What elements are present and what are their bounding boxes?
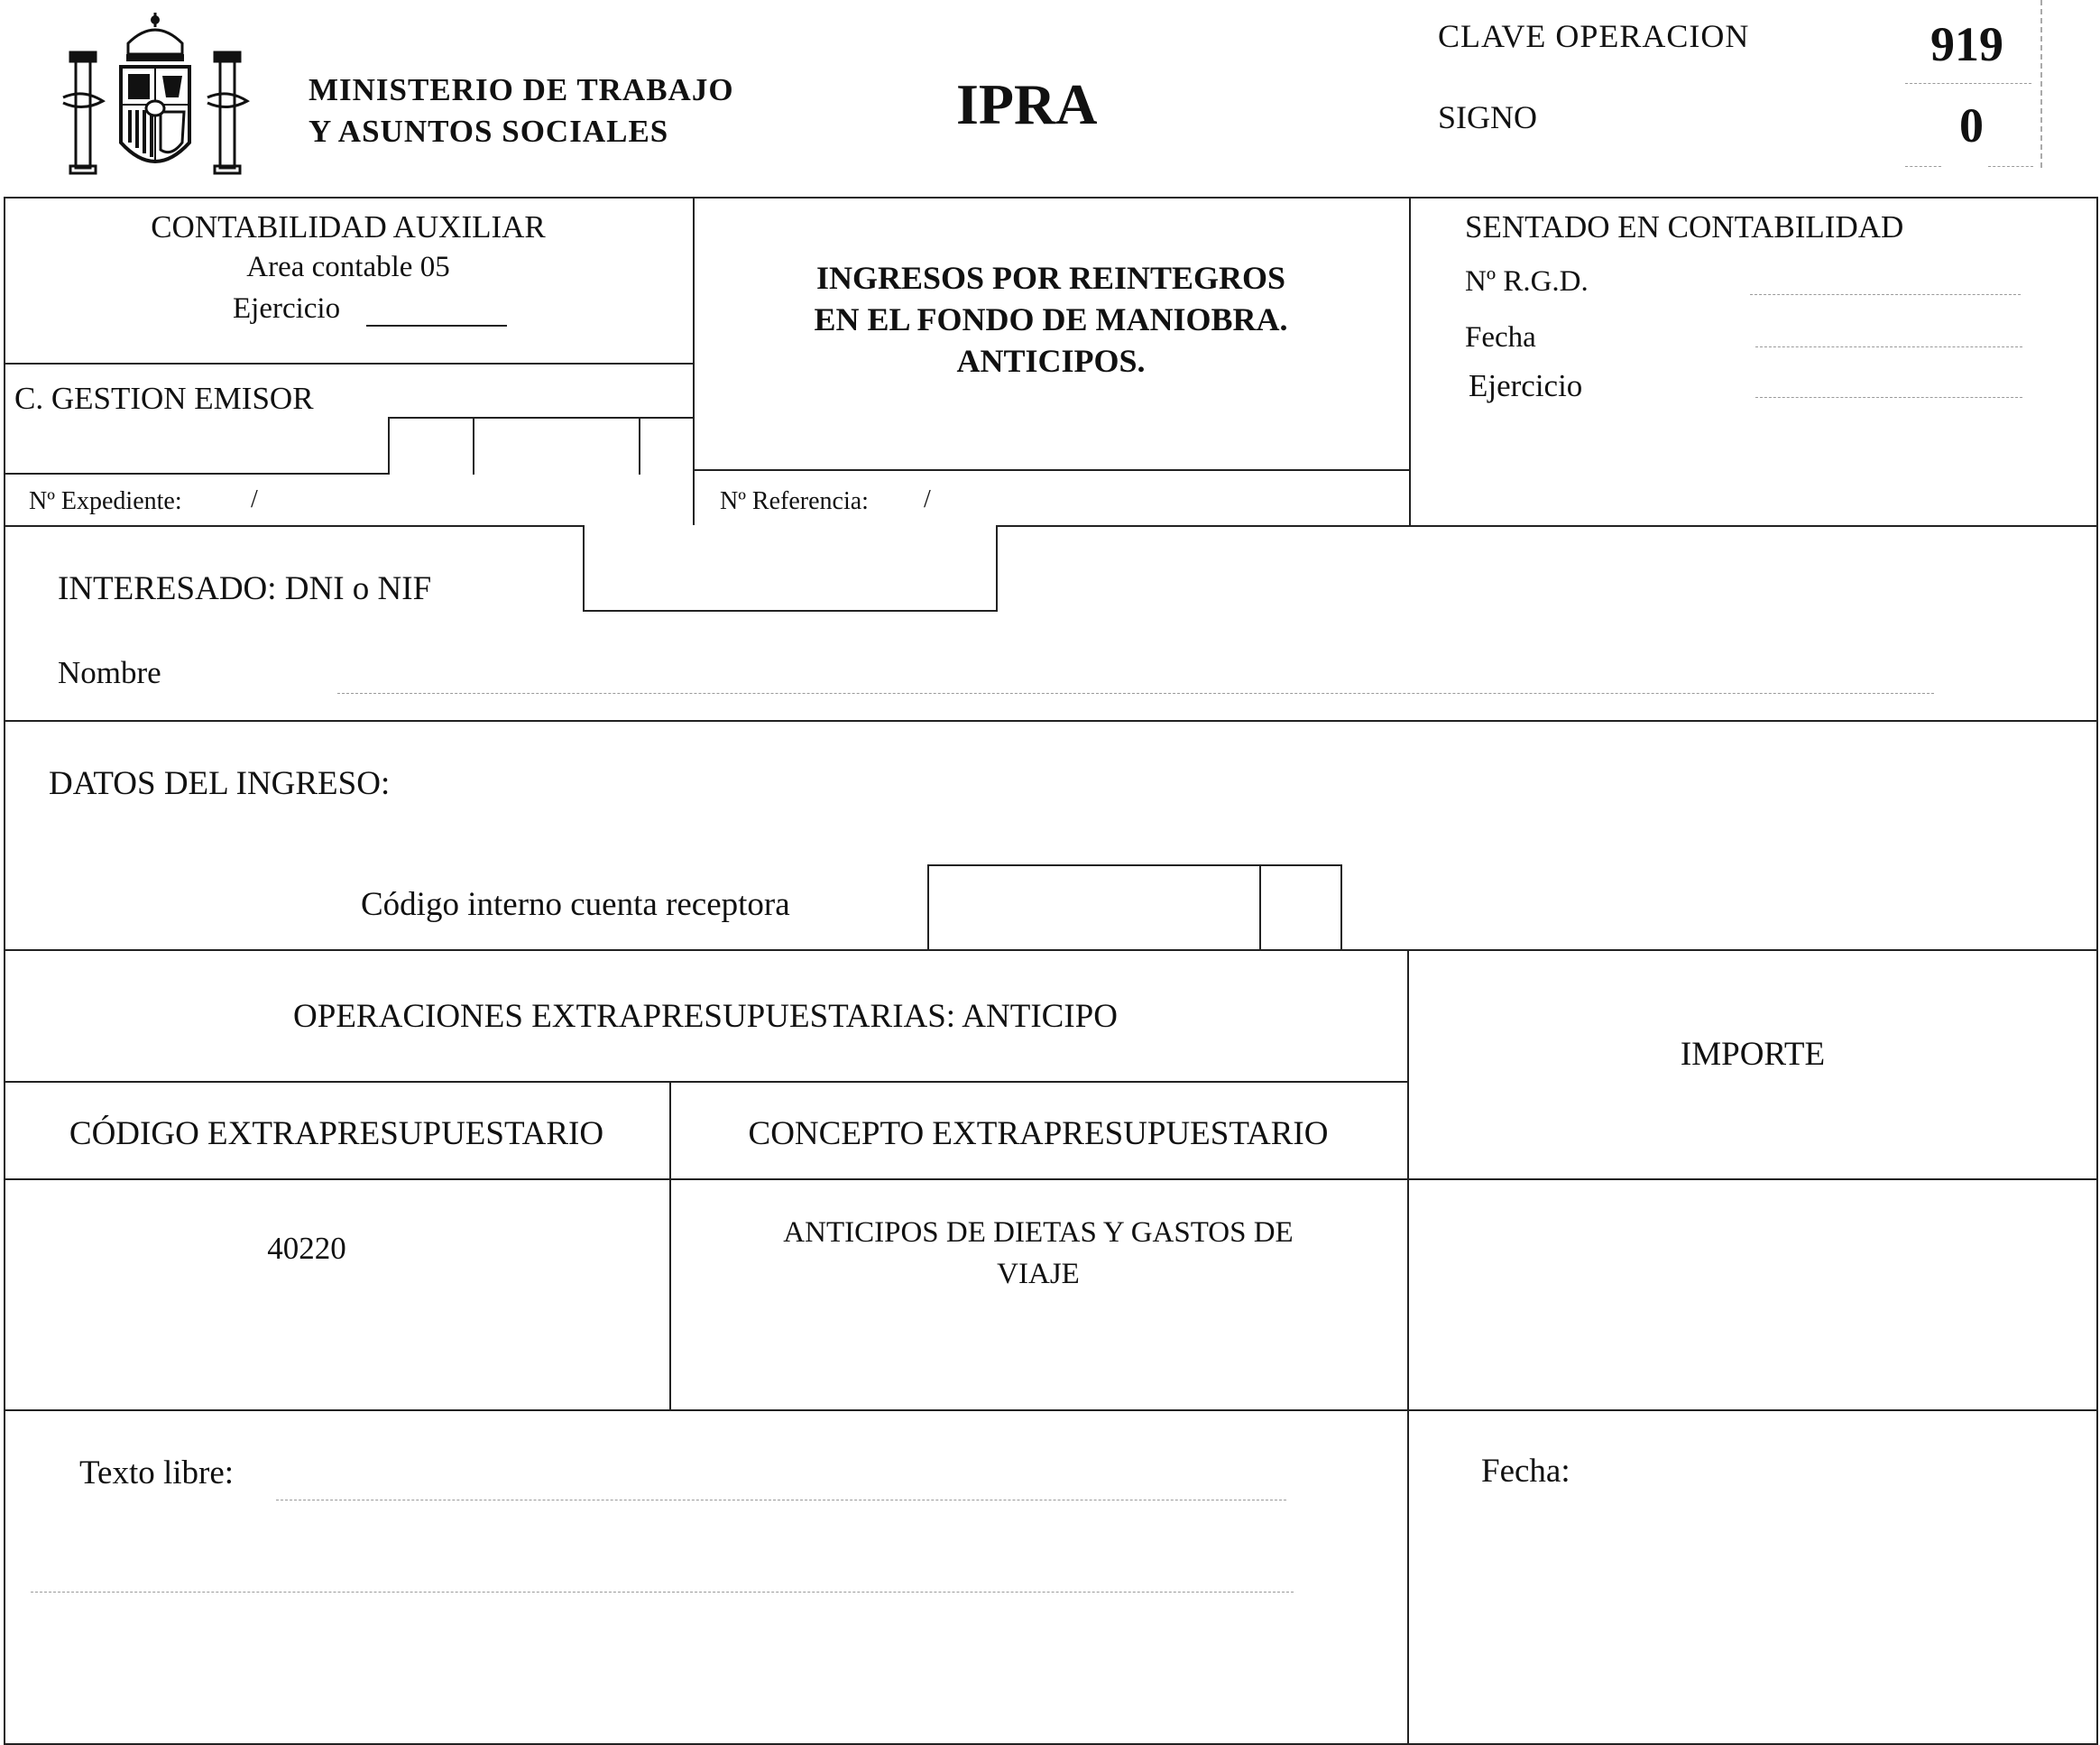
contabilidad-title: CONTABILIDAD AUXILIAR: [151, 209, 546, 245]
expediente-value[interactable]: /: [251, 485, 258, 513]
operaciones-title: OPERACIONES EXTRAPRESUPUESTARIAS: ANTICIPO: [293, 998, 1118, 1035]
ministry-name-line1: MINISTERIO DE TRABAJO: [309, 72, 734, 107]
divider: [4, 1409, 2098, 1411]
clave-operacion-value: 919: [1930, 17, 2003, 71]
form-code-title: IPRA: [956, 72, 1098, 136]
codigo-cuenta-check-field[interactable]: [1259, 864, 1342, 949]
gestion-code-box-2[interactable]: [473, 417, 640, 475]
rgd-label: Nº R.G.D.: [1465, 265, 1589, 298]
form-heading-line3: ANTICIPOS.: [956, 343, 1146, 379]
sentado-title: SENTADO EN CONTABILIDAD: [1465, 209, 1904, 245]
dni-nif-field[interactable]: [583, 525, 998, 612]
referencia-label: Nº Referencia:: [720, 487, 869, 515]
texto-libre-label: Texto libre:: [79, 1454, 235, 1491]
form-heading-line2: EN EL FONDO DE MANIOBRA.: [814, 301, 1288, 337]
code-box-border: [1905, 0, 2042, 168]
nombre-label: Nombre: [58, 655, 161, 690]
referencia-value[interactable]: /: [924, 485, 931, 513]
coat-of-arms-icon: [56, 7, 254, 179]
clave-operacion-label: CLAVE OPERACION: [1438, 18, 1750, 54]
importe-field[interactable]: [1409, 1180, 2096, 1408]
ministry-name-line2: Y ASUNTOS SOCIALES: [309, 114, 669, 149]
area-contable: Area contable 05: [246, 251, 450, 283]
concepto-value-line2: VIAJE: [997, 1258, 1080, 1290]
codigo-cuenta-field[interactable]: [927, 864, 1261, 949]
divider: [4, 720, 2098, 722]
gestion-emisor-label: C. GESTION EMISOR: [14, 381, 314, 416]
nombre-field[interactable]: [337, 693, 1934, 694]
gestion-code-box-1[interactable]: [388, 417, 474, 475]
divider: [4, 949, 2098, 951]
sentado-ejercicio-field[interactable]: [1755, 397, 2022, 398]
expediente-label: Nº Expediente:: [29, 487, 182, 515]
divider: [693, 469, 1409, 471]
codigo-value: 40220: [267, 1231, 346, 1266]
signo-label: SIGNO: [1438, 99, 1538, 135]
footer-fecha-label: Fecha:: [1481, 1453, 1570, 1490]
datos-ingreso-title: DATOS DEL INGRESO:: [49, 765, 391, 802]
rgd-field[interactable]: [1750, 294, 2021, 295]
divider: [1409, 197, 1411, 527]
codigo-cuenta-label: Código interno cuenta receptora: [361, 886, 790, 923]
sentado-fecha-field[interactable]: [1755, 346, 2022, 347]
form-heading-line1: INGRESOS POR REINTEGROS: [815, 260, 1286, 296]
gestion-code-box-3[interactable]: [639, 417, 695, 475]
form-frame: [4, 197, 2098, 1745]
importe-header: IMPORTE: [1680, 1036, 1826, 1073]
codigo-header: CÓDIGO EXTRAPRESUPUESTARIO: [69, 1115, 604, 1152]
signo-value: 0: [1959, 98, 1984, 152]
interesado-dni-label: INTERESADO: DNI o NIF: [58, 570, 432, 607]
ejercicio-label: Ejercicio: [233, 292, 341, 325]
sentado-ejercicio-label: Ejercicio: [1469, 368, 1583, 403]
texto-libre-field-line2[interactable]: [31, 1592, 1294, 1593]
divider: [4, 363, 693, 365]
sentado-fecha-label: Fecha: [1465, 321, 1536, 354]
concepto-value-line1: ANTICIPOS DE DIETAS Y GASTOS DE: [783, 1216, 1294, 1249]
divider: [4, 525, 2098, 527]
concepto-header: CONCEPTO EXTRAPRESUPUESTARIO: [748, 1115, 1329, 1152]
divider: [4, 1081, 1407, 1083]
ejercicio-field[interactable]: [366, 325, 507, 327]
